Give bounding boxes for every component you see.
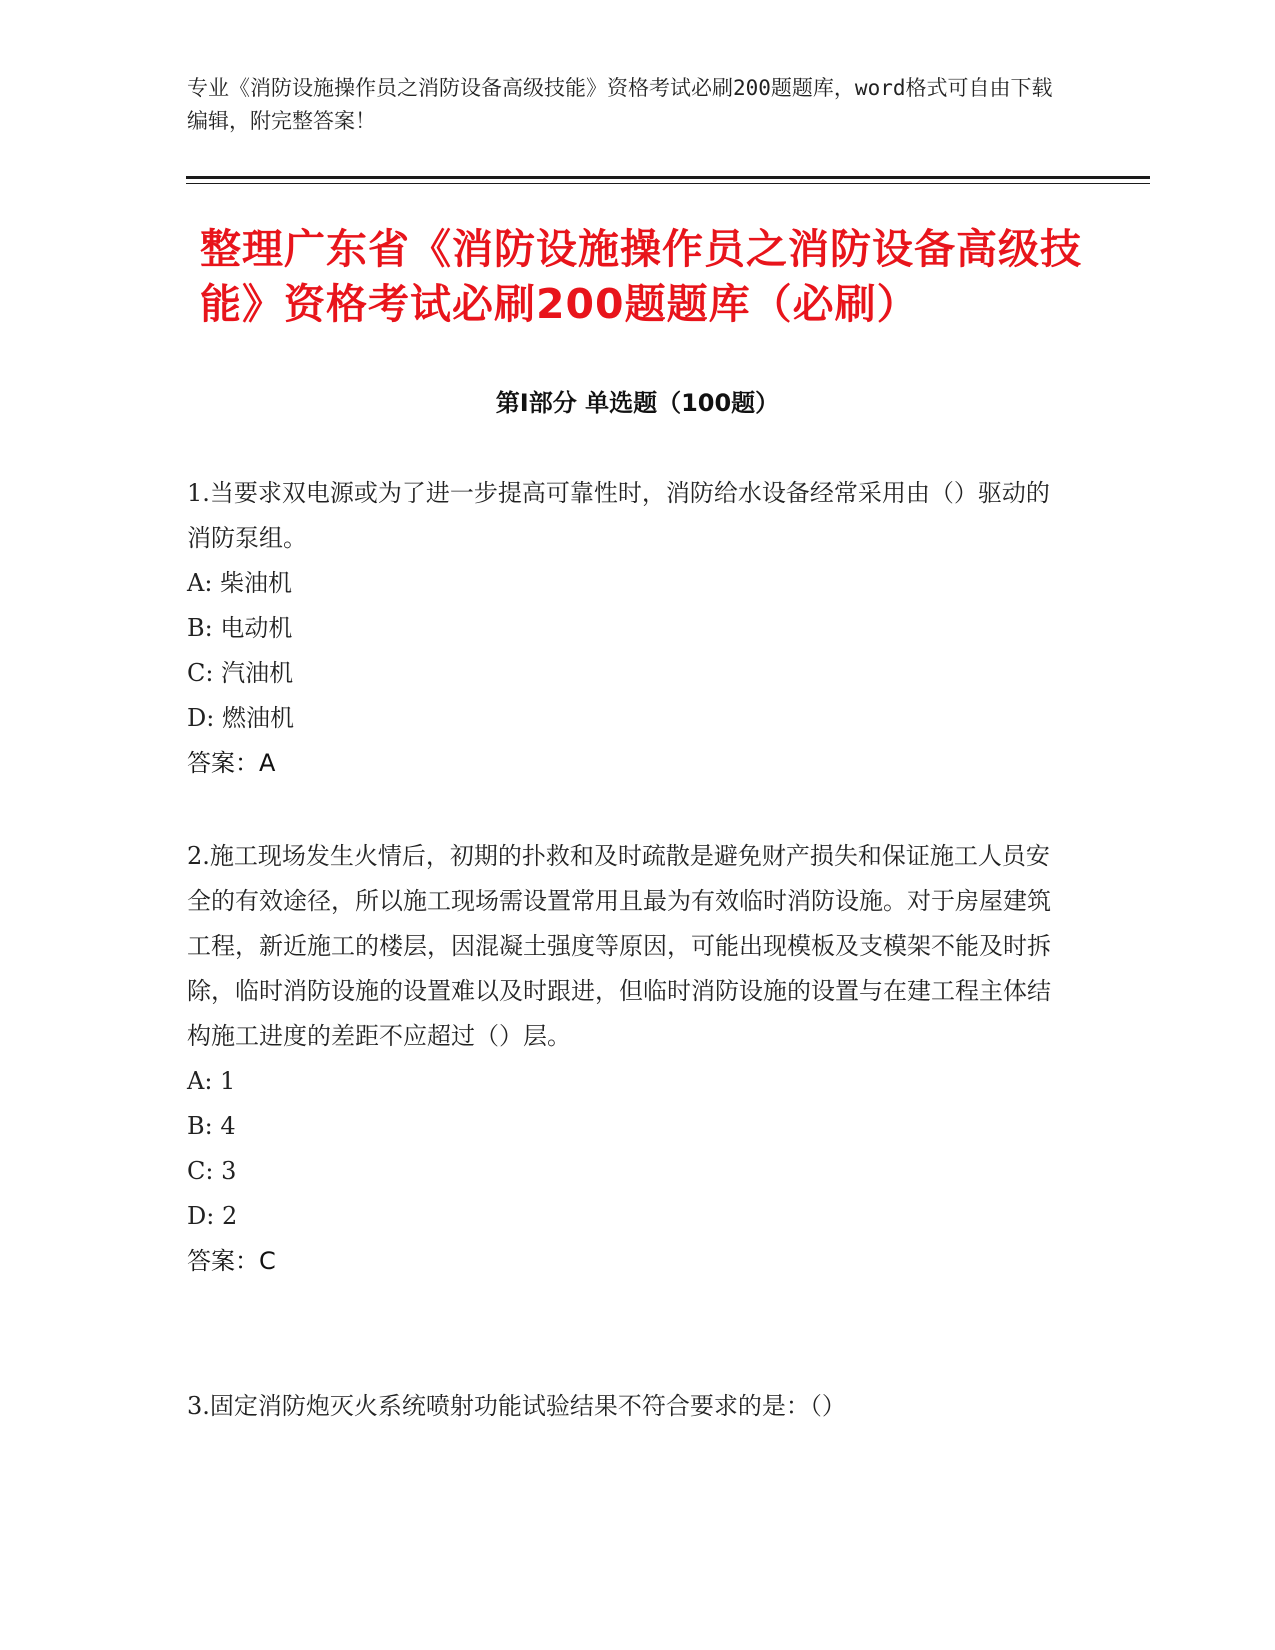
document-title: 整理广东省《消防设施操作员之消防设备高级技能》资格考试必刷200题题库（必刷） bbox=[200, 225, 1082, 328]
option-d: D: 2 bbox=[187, 1202, 238, 1230]
option-c: C: 3 bbox=[187, 1157, 237, 1185]
header-divider-thick bbox=[186, 176, 1150, 179]
question-stem: 1.当要求双电源或为了进一步提高可靠性时，消防给水设备经常采用由（）驱动的消防泵组。 bbox=[187, 479, 1050, 552]
question-stem: 2.施工现场发生火情后，初期的扑救和及时疏散是避免财产损失和保证施工人员安全的有效途径，所以施工现场需设置常用且最为有效临时消防设施。对于房屋建筑工程，新近施工的楼层，因混凝土强度等原因，可能出现模板及支模架不能及时拆除，临时消防设施的设置难以及时跟进，但临时消防设施的设置与在建工程主体结构施工进度的差距不应超过（）层。 bbox=[187, 842, 1051, 1050]
option-c: C: 汽油机 bbox=[187, 659, 294, 687]
option-b: B: 4 bbox=[187, 1112, 236, 1140]
question-1 bbox=[187, 471, 1057, 786]
option-d: D: 燃油机 bbox=[187, 704, 294, 732]
question-3 bbox=[187, 1384, 1057, 1429]
option-a: A: 柴油机 bbox=[187, 569, 293, 597]
header-divider-thin bbox=[186, 183, 1150, 184]
question-2 bbox=[187, 834, 1057, 1284]
option-a: A: 1 bbox=[187, 1067, 236, 1095]
question-stem: 3.固定消防炮灭火系统喷射功能试验结果不符合要求的是：（） bbox=[187, 1392, 846, 1420]
answer: 答案：A bbox=[187, 749, 276, 777]
option-b: B: 电动机 bbox=[187, 614, 293, 642]
section-heading: 第Ⅰ部分 单选题（100题） bbox=[495, 389, 780, 417]
answer: 答案：C bbox=[187, 1247, 276, 1275]
header-note: 专业《消防设施操作员之消防设备高级技能》资格考试必刷200题题库，word格式可自由下载编辑，附完整答案！ bbox=[187, 76, 1053, 133]
